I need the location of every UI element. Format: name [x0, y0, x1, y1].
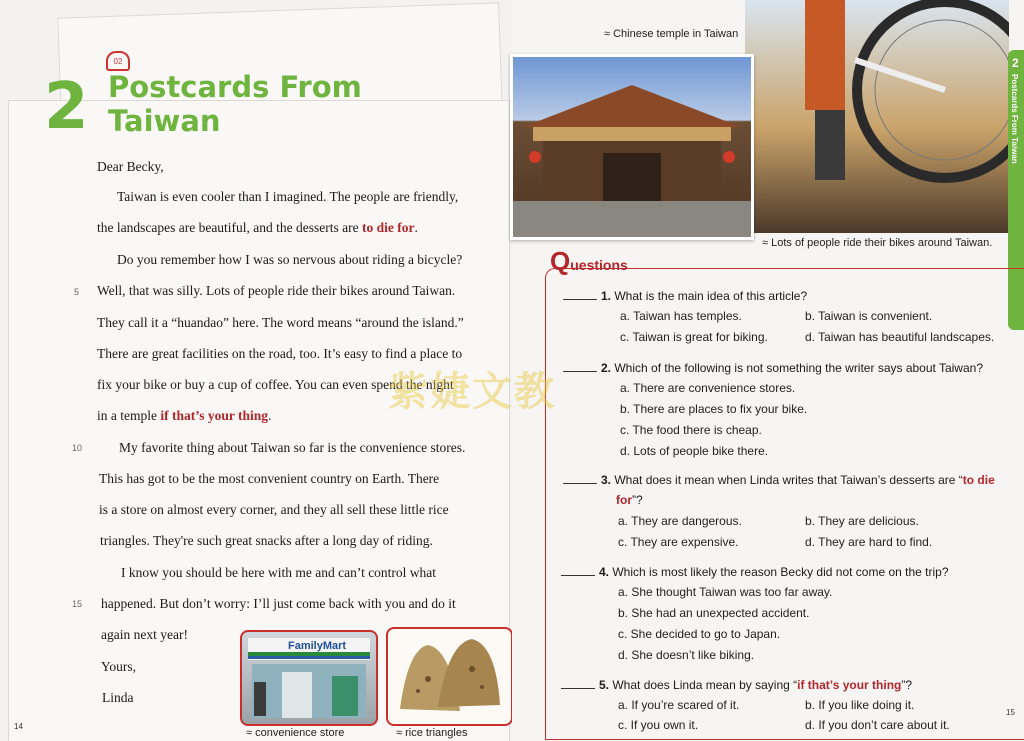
option[interactable]: d. Taiwan has beautiful landscapes.	[805, 330, 995, 344]
audio-track-number: 02	[113, 57, 123, 66]
question-2: 2. Which of the following is not something the writer says about Taiwan?	[563, 361, 983, 375]
letter-line: This has got to be the most convenient country on Earth. There	[99, 471, 440, 486]
option[interactable]: d. If you don’t care about it.	[805, 718, 950, 732]
letter-line: is a store on almost every corner, and they all sell these little rice	[99, 502, 449, 517]
chapter-number: 2	[44, 70, 89, 144]
letter-line: in a temple if that’s your thing.	[97, 408, 272, 423]
letter-line: the landscapes are beautiful, and the desserts are to die for.	[97, 220, 418, 235]
letter-line: again next year!	[101, 627, 188, 642]
letter-line: There are great facilities on the road, too. It’s easy to find a place to	[97, 346, 463, 361]
letter-line: fix your bike or buy a cup of coffee. You can even spend the night	[97, 377, 454, 392]
answer-blank[interactable]	[561, 688, 595, 689]
bike-photo	[745, 0, 1009, 233]
caption-bikes: ≈ Lots of people ride their bikes around Taiwan.	[762, 237, 993, 249]
question-1: 1. What is the main idea of this article?	[563, 289, 807, 303]
highlight-your-thing: if that’s your thing	[160, 408, 268, 423]
answer-blank[interactable]	[563, 299, 597, 300]
option[interactable]: c. They are expensive.	[618, 535, 739, 549]
option[interactable]: c. If you own it.	[618, 718, 699, 732]
question-3-cont: for”?	[616, 493, 643, 507]
letter-line: Yours,	[101, 659, 137, 674]
letter-line: Well, that was silly. Lots of people ride their bikes around Taiwan.	[97, 283, 456, 298]
caption-temple: ≈ Chinese temple in Taiwan	[604, 28, 739, 40]
store-sign: FamilyMart	[288, 640, 347, 652]
bike-illustration	[745, 0, 1009, 233]
option[interactable]: c. She decided to go to Japan.	[618, 627, 781, 641]
questions-heading: Questions	[550, 246, 628, 276]
option[interactable]: b. They are delicious.	[805, 514, 919, 528]
page-number-left: 14	[14, 722, 23, 731]
option[interactable]: a. They are dangerous.	[618, 514, 742, 528]
question-3: 3. What does it mean when Linda writes that Taiwan’s desserts are “to die	[563, 473, 995, 487]
temple-photo	[510, 54, 754, 240]
title-line-1: Postcards From	[108, 70, 362, 104]
question-5: 5. What does Linda mean by saying “if that’s your thing”?	[561, 678, 912, 692]
letter-line: Taiwan is even cooler than I imagined. The people are friendly,	[117, 189, 459, 204]
letter-line: Do you remember how I was so nervous about riding a bicycle?	[117, 252, 463, 267]
line-number: 15	[72, 599, 83, 609]
side-tab-number: 2	[1012, 56, 1019, 70]
caption-rice-triangles: ≈ rice triangles	[396, 727, 468, 739]
audio-track-icon[interactable]	[106, 51, 130, 71]
option[interactable]: b. There are places to fix your bike.	[620, 402, 808, 416]
option[interactable]: a. If you’re scared of it.	[618, 698, 740, 712]
highlight-to-die-for: to die for	[362, 220, 415, 235]
rice-triangles-photo	[386, 627, 513, 726]
option[interactable]: d. They are hard to find.	[805, 535, 933, 549]
page-number-right: 15	[1006, 708, 1015, 717]
option[interactable]: a. Taiwan has temples.	[620, 309, 742, 323]
letter-line: Linda	[102, 690, 134, 705]
option[interactable]: d. She doesn’t like biking.	[618, 648, 755, 662]
letter-line: They call it a “huandao” here. The word means “around the island.”	[97, 315, 464, 330]
option[interactable]: c. The food there is cheap.	[620, 423, 762, 437]
option[interactable]: b. She had an unexpected accident.	[618, 606, 810, 620]
convenience-store-photo	[240, 630, 378, 726]
line-number: 5	[74, 287, 80, 297]
option[interactable]: a. There are convenience stores.	[620, 381, 796, 395]
question-4: 4. Which is most likely the reason Becky did not come on the trip?	[561, 565, 949, 579]
line-number: 10	[72, 443, 83, 453]
option[interactable]: d. Lots of people bike there.	[620, 444, 769, 458]
watermark: 紫婕文教	[388, 369, 556, 415]
rice-illustration	[388, 629, 511, 724]
option[interactable]: b. Taiwan is convenient.	[805, 309, 933, 323]
letter-line: I know you should be here with me and can’t control what	[121, 565, 437, 580]
answer-blank[interactable]	[563, 371, 597, 372]
letter-line: My favorite thing about Taiwan so far is the convenience stores.	[119, 440, 466, 455]
page-title	[108, 70, 362, 138]
caption-convenience-store: ≈ convenience store	[246, 727, 345, 739]
title-line-2: Taiwan	[108, 104, 221, 138]
letter-line: triangles. They're such great snacks after a long day of riding.	[100, 533, 433, 548]
answer-blank[interactable]	[563, 483, 597, 484]
option[interactable]: a. She thought Taiwan was too far away.	[618, 585, 833, 599]
letter-line: Dear Becky,	[97, 159, 164, 174]
answer-blank[interactable]	[561, 575, 595, 576]
temple-illustration	[513, 57, 751, 237]
side-tab-label: Postcards From Taiwan	[1010, 74, 1019, 164]
letter-line: happened. But don’t worry: I’ll just come back with you and do it	[101, 596, 456, 611]
option[interactable]: b. If you like doing it.	[805, 698, 915, 712]
option[interactable]: c. Taiwan is great for biking.	[620, 330, 768, 344]
